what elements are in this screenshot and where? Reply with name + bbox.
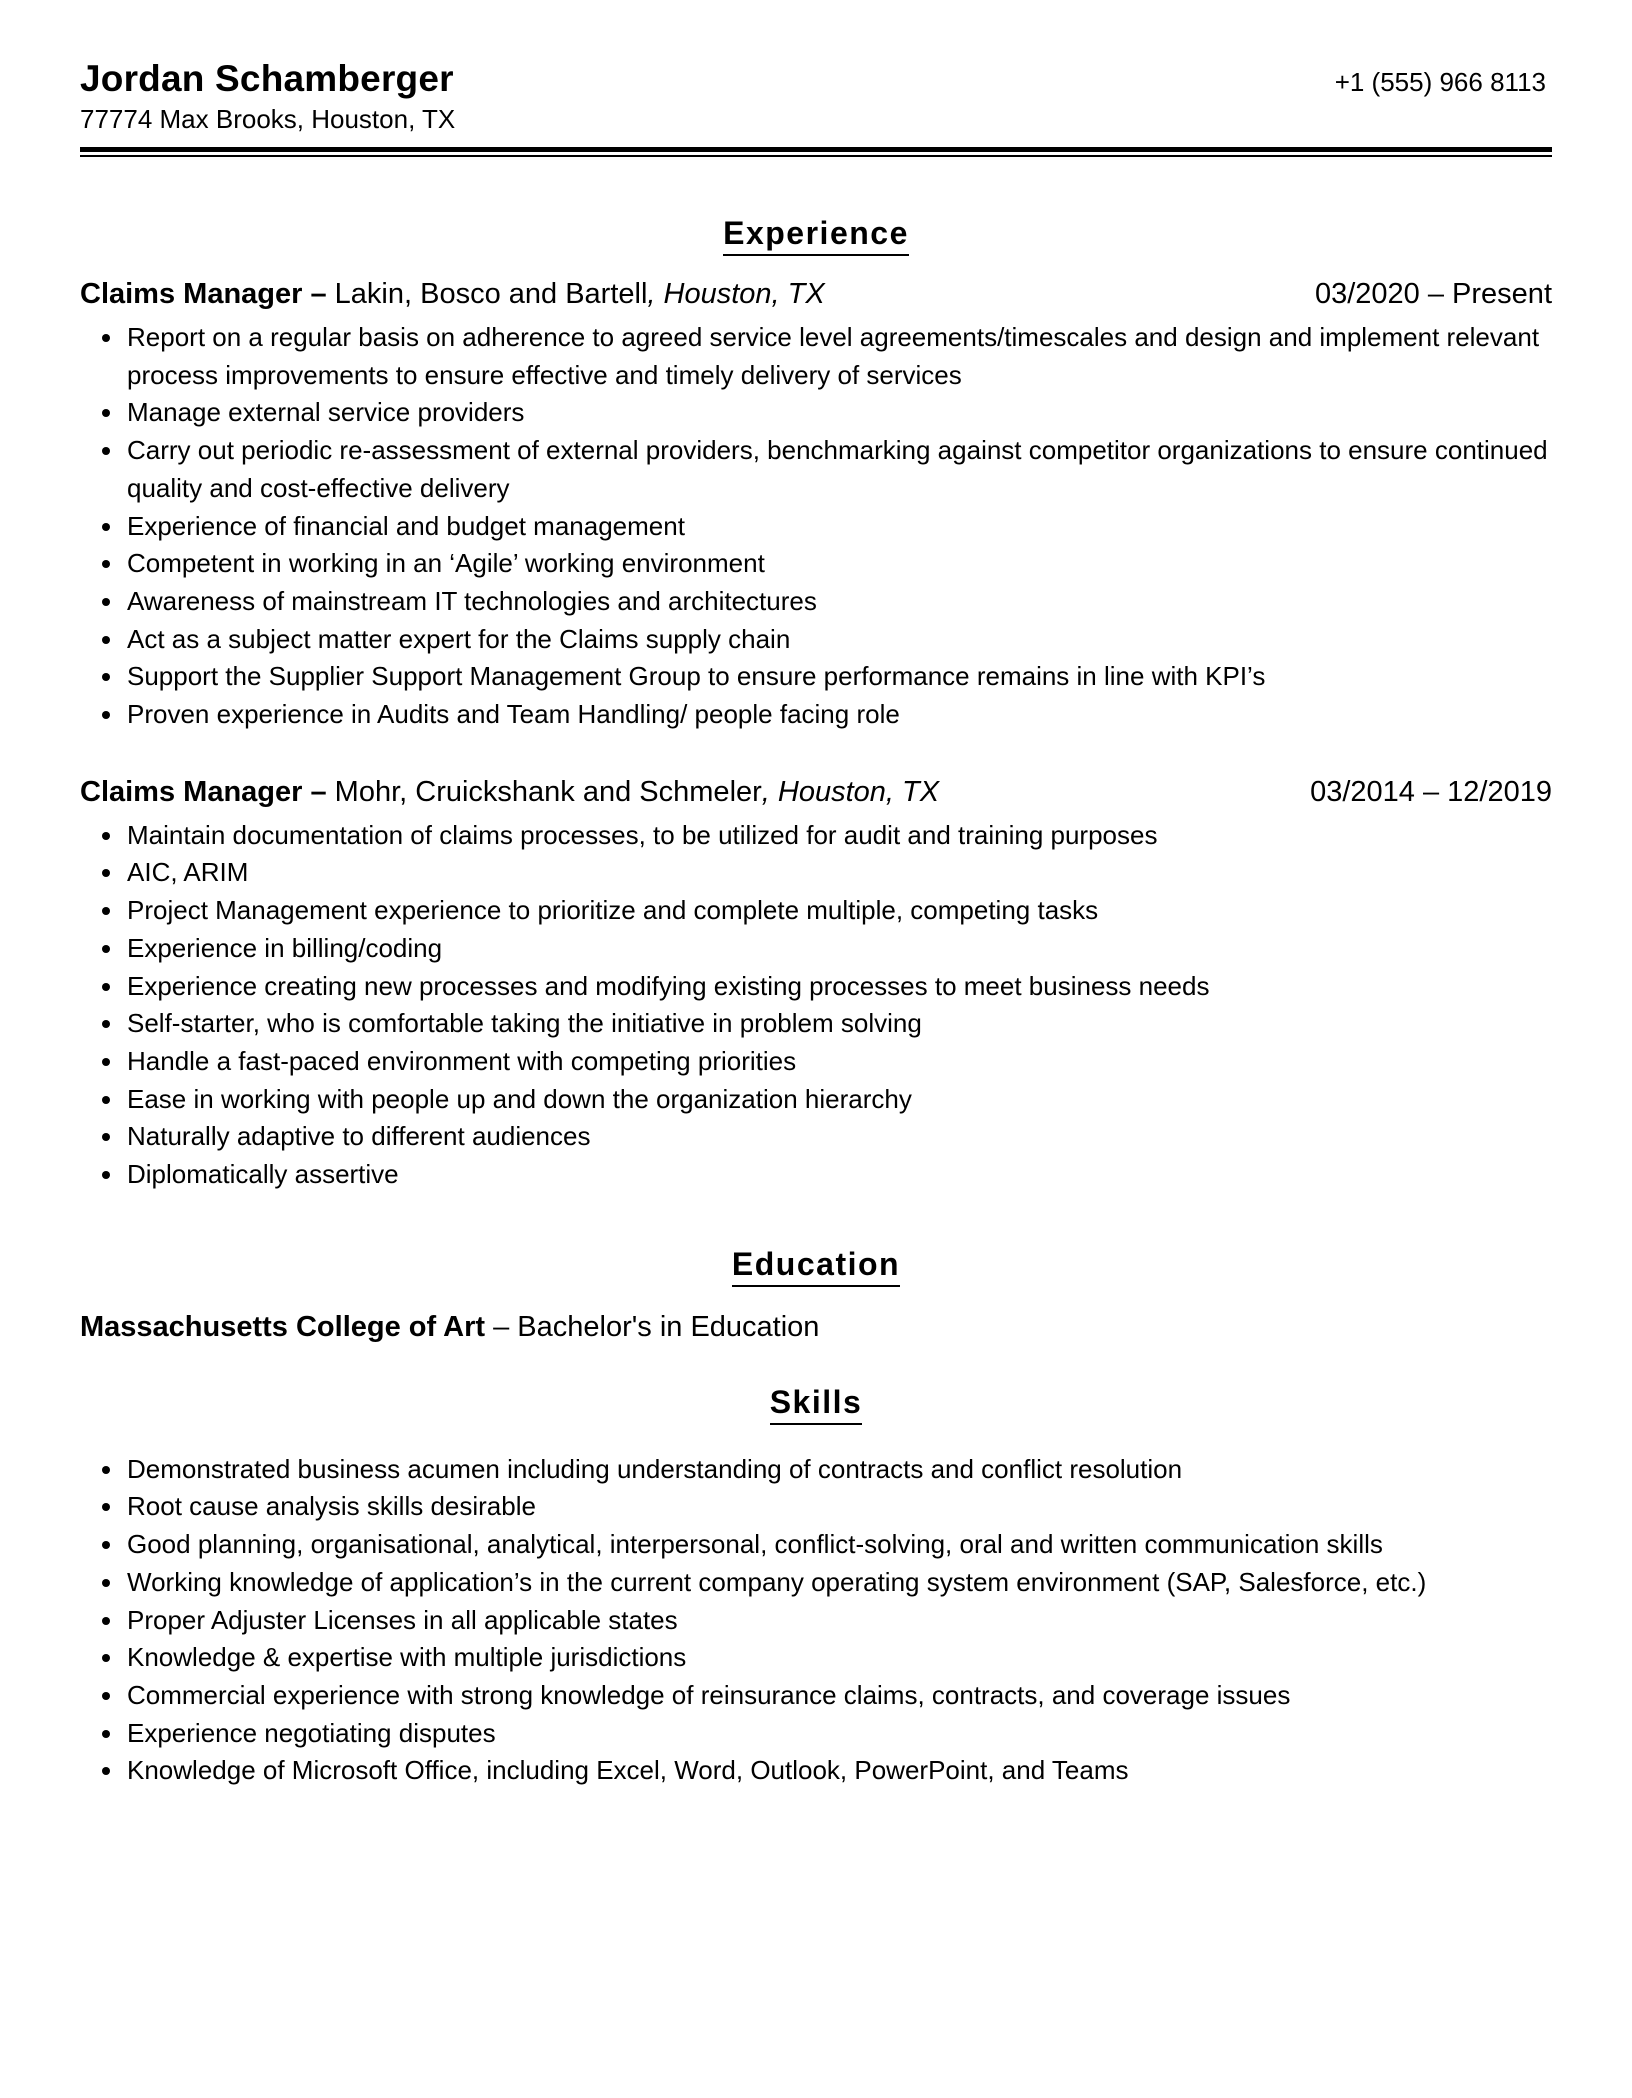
job-company: Mohr, Cruickshank and Schmeler	[326, 775, 762, 808]
job-company: Lakin, Bosco and Bartell	[326, 278, 648, 310]
bullet-item: Ease in working with people up and down the organization hierarchy	[80, 1081, 1552, 1119]
education-heading	[80, 1246, 1552, 1287]
bullet-item: Naturally adaptive to different audiences	[80, 1118, 1552, 1156]
job-dates: 03/2014 – 12/2019	[1310, 775, 1552, 808]
job-header	[80, 776, 1552, 809]
bullet-item: Handle a fast-paced environment with competing priorities	[80, 1043, 1552, 1081]
skills-heading-text: Skills	[770, 1384, 863, 1425]
job-bullets	[80, 319, 1552, 734]
skill-item: Knowledge & expertise with multiple jurisdictions	[80, 1639, 1552, 1677]
skill-item: Experience negotiating disputes	[80, 1715, 1552, 1753]
education-degree: – Bachelor's in Education	[485, 1310, 820, 1343]
bullet-item: Experience creating new processes and modifying existing processes to meet business needs	[80, 968, 1552, 1006]
phone-number: +1 (555) 966 8113	[1334, 67, 1546, 97]
bullet-item: Experience in billing/coding	[80, 930, 1552, 968]
job-location: , Houston, TX	[647, 278, 825, 310]
skill-item: Demonstrated business acumen including understanding of contracts and conflict resolution	[80, 1451, 1552, 1489]
bullet-item: Support the Supplier Support Management Group to ensure performance remains in line with KPI’s	[80, 658, 1552, 696]
address: 77774 Max Brooks, Houston, TX	[80, 104, 456, 134]
resume-page	[80, 58, 1552, 1790]
experience-heading-text: Experience	[723, 215, 909, 256]
job-dates: 03/2020 – Present	[1314, 278, 1552, 310]
bullet-item: Manage external service providers	[80, 394, 1552, 432]
bullet-item: Proven experience in Audits and Team Handling/ people facing role	[80, 696, 1552, 734]
job-entry	[80, 278, 1552, 734]
skill-item: Commercial experience with strong knowledge of reinsurance claims, contracts, and coverage issues	[80, 1677, 1552, 1715]
education-heading-text: Education	[732, 1246, 900, 1287]
bullet-item: AIC, ARIM	[80, 854, 1552, 892]
education-entry	[80, 1311, 1552, 1344]
job-title: Claims Manager –	[80, 278, 327, 310]
header	[80, 58, 1552, 100]
skill-item: Good planning, organisational, analytical, interpersonal, conflict-solving, oral and written communication skills	[80, 1526, 1552, 1564]
job-location: , Houston, TX	[761, 775, 940, 808]
bullet-item: Carry out periodic re-assessment of external providers, benchmarking against competitor organizations to ensure continued quality and cost-effective delivery	[80, 432, 1552, 507]
bullet-item: Awareness of mainstream IT technologies and architectures	[80, 583, 1552, 621]
bullet-item: Diplomatically assertive	[80, 1156, 1552, 1194]
job-title-line	[80, 776, 939, 809]
bullet-item: Project Management experience to prioritize and complete multiple, competing tasks	[80, 892, 1552, 930]
candidate-name: Jordan Schamberger	[80, 58, 454, 99]
skill-item: Knowledge of Microsoft Office, including Excel, Word, Outlook, PowerPoint, and Teams	[80, 1752, 1552, 1790]
bullet-item: Act as a subject matter expert for the Claims supply chain	[80, 621, 1552, 659]
skill-item: Proper Adjuster Licenses in all applicable states	[80, 1602, 1552, 1640]
education-school: Massachusetts College of Art	[80, 1310, 486, 1343]
header-divider-thick	[80, 147, 1552, 152]
job-bullets	[80, 817, 1552, 1194]
skill-item: Root cause analysis skills desirable	[80, 1488, 1552, 1526]
skills-heading	[80, 1384, 1552, 1425]
skills-list	[80, 1451, 1552, 1790]
job-header	[80, 278, 1552, 311]
experience-heading	[80, 215, 1552, 256]
bullet-item: Report on a regular basis on adherence to agreed service level agreements/timescales and design and implement relevant process improvements to ensure effective and timely delivery of services	[80, 319, 1552, 394]
bullet-item: Self-starter, who is comfortable taking the initiative in problem solving	[80, 1005, 1552, 1043]
header-divider-thin	[80, 155, 1552, 157]
job-entry	[80, 776, 1552, 1194]
job-title: Claims Manager –	[80, 775, 327, 808]
bullet-item: Competent in working in an ‘Agile’ working environment	[80, 545, 1552, 583]
job-title-line	[80, 278, 825, 311]
bullet-item: Maintain documentation of claims processes, to be utilized for audit and training purposes	[80, 817, 1552, 855]
bullet-item: Experience of financial and budget management	[80, 508, 1552, 546]
skill-item: Working knowledge of application’s in the current company operating system environment (SAP, Salesforce, etc.)	[80, 1564, 1552, 1602]
